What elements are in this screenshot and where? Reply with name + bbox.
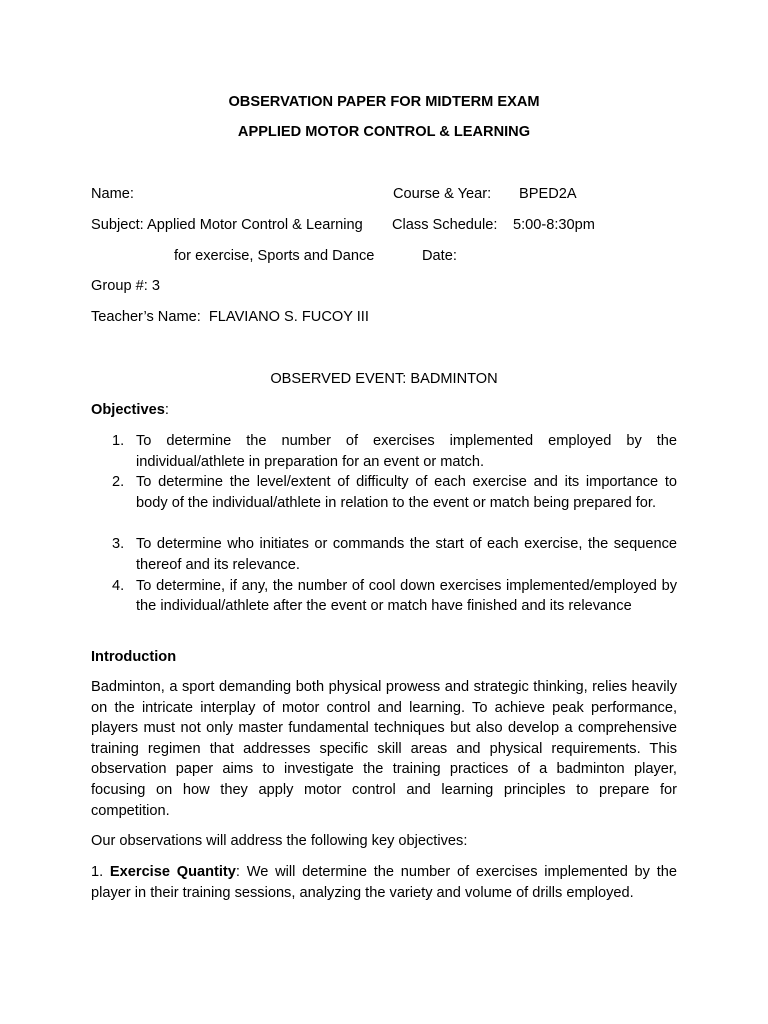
point-number: 1. [91, 864, 110, 880]
name-label: Name: [91, 186, 134, 202]
exercise-quantity-paragraph [91, 862, 677, 903]
teacher-value: FLAVIANO S. FUCOY III [208, 309, 369, 325]
introduction-heading: Introduction [91, 649, 177, 665]
list-item-text: To determine, if any, the number of cool down exercises implemented/employed by the individual/athlete after the event or match have finished and its relevance [136, 577, 677, 615]
introduction-paragraph: Badminton, a sport demanding both physical prowess and strategic thinking, relies heavily on the intricate interplay of motor control and learning. To achieve peak performance, players must not only master fundamental techniques but also develop a comprehensive training regimen that addresses specific skill areas and physical requirements. This observation paper aims to investigate the training practices of a badminton player, focusing on how they apply motor control and learning principles to prepare for competition. [91, 679, 677, 819]
course-year-label: Course & Year: [393, 186, 492, 202]
list-item-text: To determine who initiates or commands the start of each exercise, the sequence thereof and its relevance. [136, 536, 677, 573]
subject-label: Subject: Applied Motor Control & Learning [91, 217, 363, 233]
observed-event: OBSERVED EVENT: BADMINTON [270, 371, 498, 387]
objectives-heading-text: Objectives [91, 402, 165, 418]
point-bold-term: Exercise Quantity [109, 864, 236, 880]
objectives-intro-paragraph: Our observations will address the following key objectives: [91, 833, 468, 849]
point-text: : We will determine the number of exercises implemented by the player in their training sessions, analyzing the variety and volume of drills employed. [91, 864, 677, 901]
list-item-number: 4. [112, 577, 125, 594]
course-year-value: BPED2A [519, 186, 577, 202]
objectives-heading [91, 400, 169, 421]
class-schedule-label: Class Schedule: [392, 217, 498, 233]
list-item-number: 3. [112, 536, 125, 553]
objectives-list [91, 431, 677, 617]
teacher-label: Teacher’s Name: [91, 309, 201, 325]
list-item [91, 431, 677, 472]
document-title: OBSERVATION PAPER FOR MIDTERM EXAM [228, 94, 540, 110]
date-label: Date: [422, 248, 457, 264]
document-subtitle: APPLIED MOTOR CONTROL & LEARNING [237, 124, 531, 140]
list-item [91, 576, 677, 617]
list-item [91, 472, 677, 513]
teacher-name [91, 307, 369, 328]
list-item-number: 1. [112, 433, 125, 449]
objectives-heading-colon: : [164, 402, 169, 418]
list-item-text: To determine the level/extent of difficulty of each exercise and its importance to body of the individual/athlete in relation to the event or match being prepared for. [136, 474, 677, 511]
list-item-number: 2. [112, 474, 125, 491]
subject-continuation: for exercise, Sports and Dance [174, 248, 375, 264]
list-item [91, 534, 677, 575]
list-item-text: To determine the number of exercises implemented employed by the individual/athlete in preparation for an event or match. [136, 433, 677, 470]
class-schedule-value: 5:00-8:30pm [513, 217, 595, 233]
group-number: Group #: 3 [91, 278, 160, 294]
